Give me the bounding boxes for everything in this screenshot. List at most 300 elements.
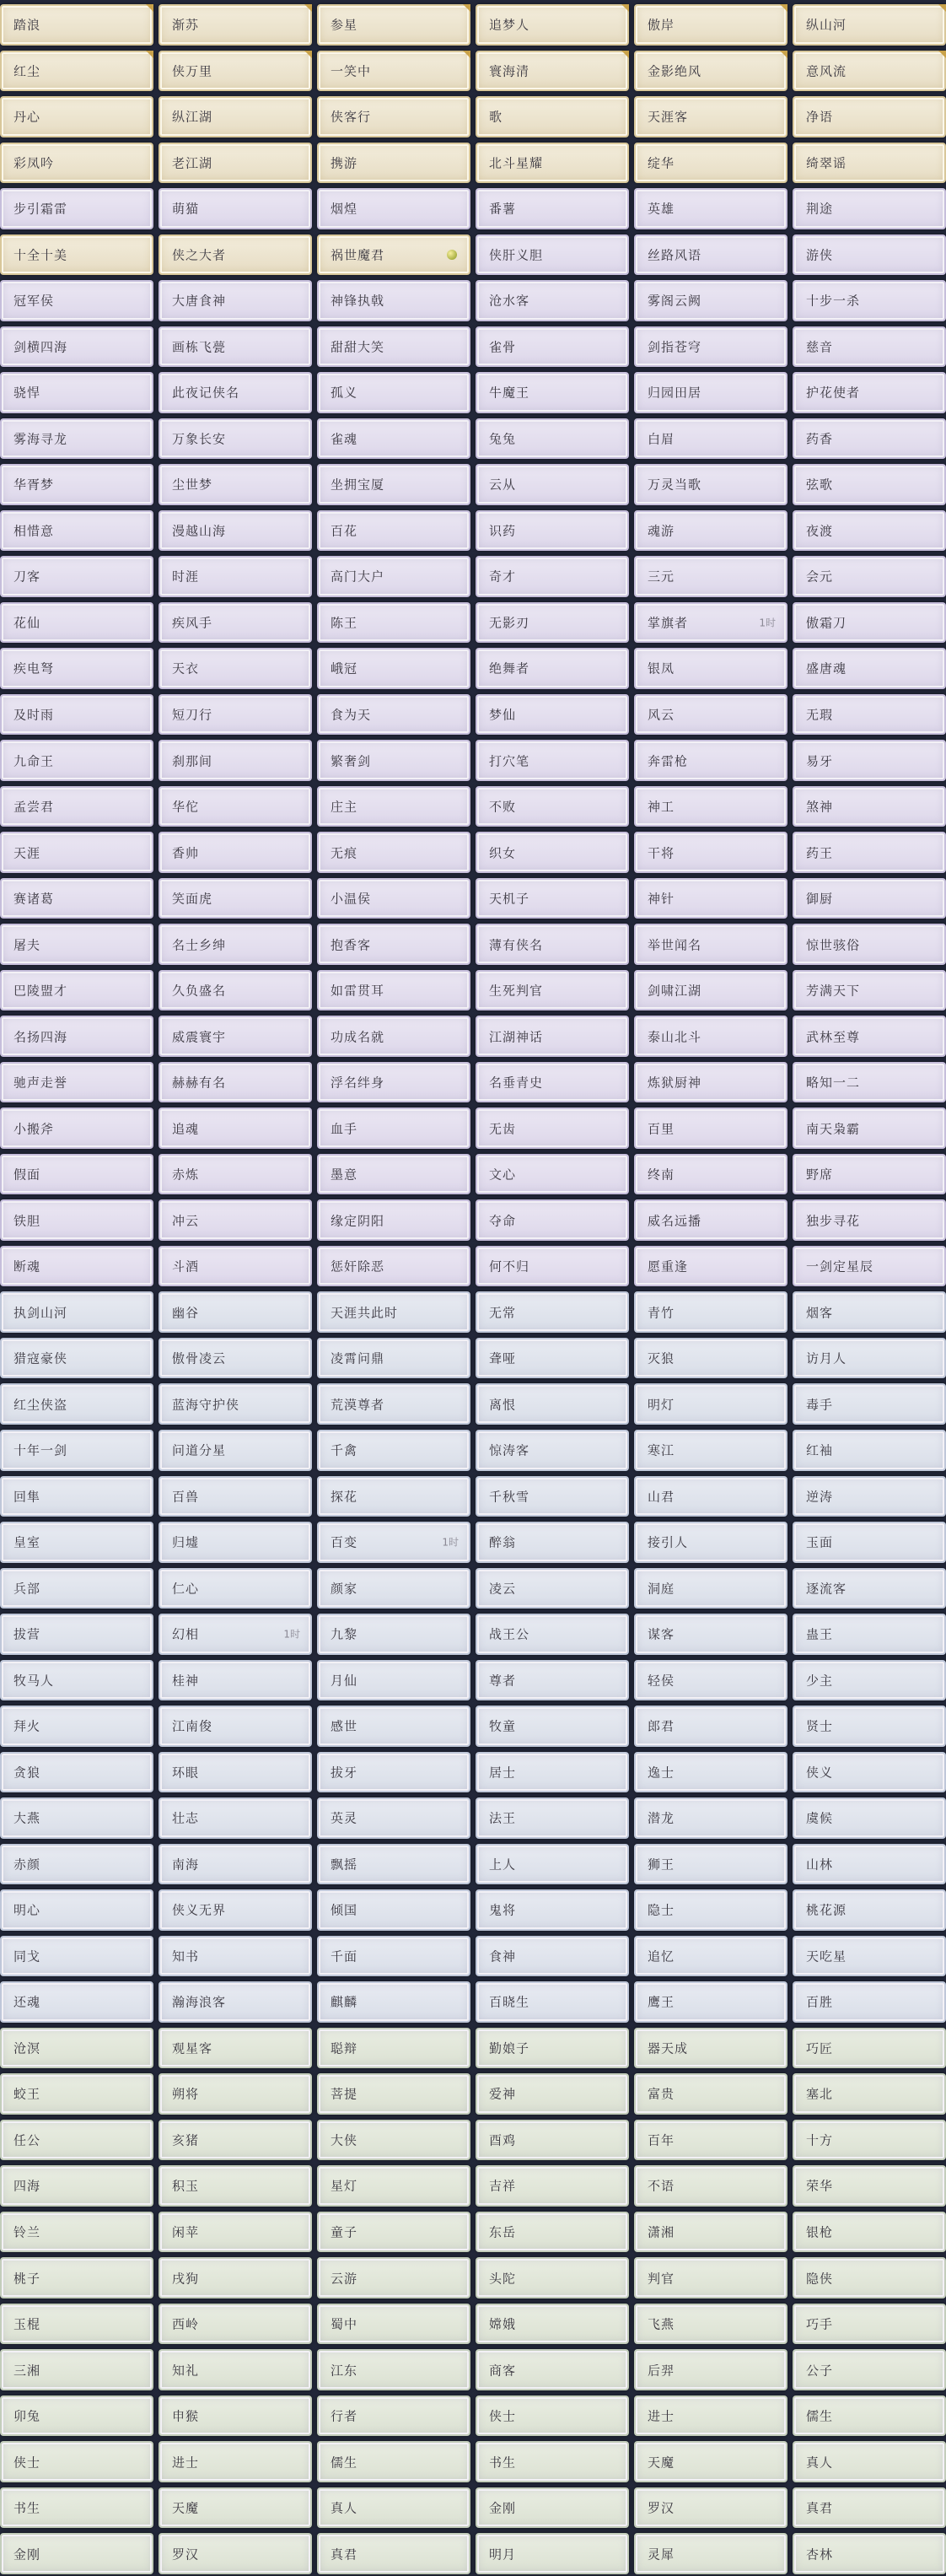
- title-card[interactable]: [317, 1246, 470, 1287]
- title-card[interactable]: [317, 2028, 470, 2069]
- title-card[interactable]: [317, 2304, 470, 2345]
- title-card[interactable]: [793, 878, 946, 919]
- title-card[interactable]: [793, 2120, 946, 2161]
- title-card[interactable]: [476, 970, 629, 1011]
- title-card[interactable]: [634, 832, 787, 873]
- title-card[interactable]: [0, 1476, 153, 1517]
- title-card[interactable]: [0, 1844, 153, 1885]
- title-card[interactable]: [317, 188, 470, 229]
- title-card[interactable]: [476, 464, 629, 505]
- title-card[interactable]: [317, 1844, 470, 1885]
- title-card[interactable]: [159, 1338, 312, 1379]
- title-card[interactable]: [317, 1383, 470, 1425]
- title-card[interactable]: [634, 2120, 787, 2161]
- title-card[interactable]: [317, 510, 470, 552]
- title-card[interactable]: [317, 1752, 470, 1793]
- title-card[interactable]: [634, 1936, 787, 1977]
- title-card[interactable]: [317, 1981, 470, 2023]
- title-card[interactable]: [793, 1614, 946, 1655]
- title-card[interactable]: [0, 1889, 153, 1931]
- title-card[interactable]: [476, 1246, 629, 1287]
- title-card[interactable]: [0, 1154, 153, 1195]
- title-card[interactable]: [0, 970, 153, 1011]
- title-card[interactable]: [793, 1430, 946, 1471]
- title-card[interactable]: [793, 1154, 946, 1195]
- title-card[interactable]: [634, 2533, 787, 2574]
- title-card[interactable]: [634, 418, 787, 460]
- title-card[interactable]: [476, 2441, 629, 2482]
- title-card[interactable]: [476, 2487, 629, 2529]
- title-card[interactable]: [634, 2349, 787, 2390]
- title-card[interactable]: [634, 970, 787, 1011]
- title-card[interactable]: [634, 326, 787, 368]
- title-card[interactable]: [0, 2533, 153, 2574]
- title-card[interactable]: [793, 143, 946, 184]
- title-card[interactable]: [0, 878, 153, 919]
- title-card[interactable]: [0, 648, 153, 689]
- title-card[interactable]: [793, 1752, 946, 1793]
- title-card[interactable]: [634, 694, 787, 736]
- title-card[interactable]: [793, 1291, 946, 1333]
- title-card[interactable]: [634, 372, 787, 413]
- title-card[interactable]: [317, 556, 470, 597]
- title-card[interactable]: [634, 96, 787, 137]
- title-card[interactable]: [793, 1016, 946, 1057]
- title-card[interactable]: [793, 970, 946, 1011]
- title-card[interactable]: [317, 1016, 470, 1057]
- title-card[interactable]: [634, 878, 787, 919]
- title-card[interactable]: [634, 2441, 787, 2482]
- title-card[interactable]: [317, 96, 470, 137]
- title-card[interactable]: [634, 4, 787, 46]
- title-card[interactable]: [476, 1154, 629, 1195]
- title-card[interactable]: [793, 2304, 946, 2345]
- title-card[interactable]: [793, 280, 946, 321]
- title-card[interactable]: [793, 1936, 946, 1977]
- title-card[interactable]: [793, 2441, 946, 2482]
- title-card[interactable]: [159, 1476, 312, 1517]
- title-card[interactable]: [793, 1383, 946, 1425]
- title-card[interactable]: [159, 1660, 312, 1701]
- title-card[interactable]: [793, 1062, 946, 1103]
- title-card[interactable]: [634, 234, 787, 276]
- title-card[interactable]: [0, 1246, 153, 1287]
- title-card[interactable]: [476, 1752, 629, 1793]
- title-card[interactable]: [476, 96, 629, 137]
- title-card[interactable]: [0, 326, 153, 368]
- title-card[interactable]: [634, 1476, 787, 1517]
- title-card[interactable]: [317, 602, 470, 644]
- title-card[interactable]: [793, 418, 946, 460]
- title-card[interactable]: [317, 1199, 470, 1241]
- title-card[interactable]: [476, 1706, 629, 1747]
- title-card[interactable]: [0, 96, 153, 137]
- title-card[interactable]: [317, 2257, 470, 2298]
- title-card[interactable]: [476, 510, 629, 552]
- title-card[interactable]: [634, 280, 787, 321]
- title-card[interactable]: [476, 878, 629, 919]
- title-card[interactable]: [634, 2487, 787, 2529]
- title-card[interactable]: [0, 1936, 153, 1977]
- title-card[interactable]: [793, 1246, 946, 1287]
- title-card[interactable]: [634, 1154, 787, 1195]
- title-card[interactable]: [476, 372, 629, 413]
- title-card[interactable]: [0, 1338, 153, 1379]
- title-card[interactable]: [476, 1568, 629, 1609]
- title-card[interactable]: [793, 234, 946, 276]
- title-card[interactable]: [159, 970, 312, 1011]
- title-card[interactable]: [159, 924, 312, 965]
- title-card[interactable]: [0, 1706, 153, 1747]
- title-card[interactable]: [159, 556, 312, 597]
- title-card[interactable]: [317, 2212, 470, 2253]
- title-card[interactable]: [317, 418, 470, 460]
- title-card[interactable]: [159, 188, 312, 229]
- title-card[interactable]: [159, 2441, 312, 2482]
- title-card[interactable]: [634, 1981, 787, 2023]
- title-card[interactable]: [476, 1981, 629, 2023]
- title-card[interactable]: [793, 1797, 946, 1839]
- title-card[interactable]: [0, 372, 153, 413]
- title-card[interactable]: [317, 970, 470, 1011]
- title-card[interactable]: [793, 372, 946, 413]
- title-card[interactable]: [159, 4, 312, 46]
- title-card[interactable]: [159, 2487, 312, 2529]
- title-card[interactable]: [317, 2120, 470, 2161]
- title-card[interactable]: [159, 786, 312, 827]
- title-card[interactable]: [634, 1016, 787, 1057]
- title-card[interactable]: [0, 1016, 153, 1057]
- title-card[interactable]: [476, 1889, 629, 1931]
- title-card[interactable]: [634, 143, 787, 184]
- title-card[interactable]: [159, 1291, 312, 1333]
- title-card[interactable]: [0, 1383, 153, 1425]
- title-card[interactable]: [159, 464, 312, 505]
- title-card[interactable]: [0, 1568, 153, 1609]
- title-card[interactable]: [634, 188, 787, 229]
- title-card[interactable]: [317, 1062, 470, 1103]
- title-card[interactable]: [476, 2304, 629, 2345]
- title-card[interactable]: [317, 740, 470, 781]
- title-card[interactable]: [159, 2304, 312, 2345]
- title-card[interactable]: [317, 2165, 470, 2207]
- title-card[interactable]: [634, 51, 787, 92]
- title-card[interactable]: [634, 2028, 787, 2069]
- title-card[interactable]: [793, 1199, 946, 1241]
- title-card[interactable]: [159, 740, 312, 781]
- title-card[interactable]: [476, 2165, 629, 2207]
- title-card[interactable]: [317, 1522, 470, 1563]
- title-card[interactable]: [793, 740, 946, 781]
- title-card[interactable]: [476, 924, 629, 965]
- title-card[interactable]: [793, 648, 946, 689]
- title-card[interactable]: [634, 1383, 787, 1425]
- title-card[interactable]: [476, 1936, 629, 1977]
- title-card[interactable]: [476, 1107, 629, 1149]
- title-card[interactable]: [0, 1614, 153, 1655]
- title-card[interactable]: [159, 326, 312, 368]
- title-card[interactable]: [634, 2212, 787, 2253]
- title-card[interactable]: [0, 4, 153, 46]
- title-card[interactable]: [0, 2441, 153, 2482]
- title-card[interactable]: [317, 2395, 470, 2437]
- title-card[interactable]: [317, 1291, 470, 1333]
- title-card[interactable]: [476, 2349, 629, 2390]
- title-card[interactable]: [476, 326, 629, 368]
- title-card[interactable]: [159, 602, 312, 644]
- title-card[interactable]: [159, 2533, 312, 2574]
- title-card[interactable]: [159, 878, 312, 919]
- title-card[interactable]: [159, 51, 312, 92]
- title-card[interactable]: [476, 51, 629, 92]
- title-card[interactable]: [793, 51, 946, 92]
- title-card[interactable]: [634, 556, 787, 597]
- title-card[interactable]: [317, 1476, 470, 1517]
- title-card[interactable]: [793, 786, 946, 827]
- title-card[interactable]: [793, 602, 946, 644]
- title-card[interactable]: [317, 832, 470, 873]
- title-card[interactable]: [317, 1568, 470, 1609]
- title-card[interactable]: [0, 188, 153, 229]
- title-card[interactable]: [159, 280, 312, 321]
- title-card[interactable]: [0, 2257, 153, 2298]
- title-card[interactable]: [793, 832, 946, 873]
- title-card[interactable]: [0, 2395, 153, 2437]
- title-card[interactable]: [159, 418, 312, 460]
- title-card[interactable]: [793, 1660, 946, 1701]
- title-card[interactable]: [793, 464, 946, 505]
- title-card[interactable]: [0, 280, 153, 321]
- title-card[interactable]: [317, 1338, 470, 1379]
- title-card[interactable]: [0, 2073, 153, 2115]
- title-card[interactable]: [634, 1889, 787, 1931]
- title-card[interactable]: [793, 326, 946, 368]
- title-card[interactable]: [159, 1430, 312, 1471]
- title-card[interactable]: [317, 1706, 470, 1747]
- title-card[interactable]: [317, 2441, 470, 2482]
- title-card[interactable]: [476, 418, 629, 460]
- title-card[interactable]: [476, 1797, 629, 1839]
- title-card[interactable]: [476, 1383, 629, 1425]
- title-card[interactable]: [634, 1291, 787, 1333]
- title-card[interactable]: [159, 2395, 312, 2437]
- title-card[interactable]: [0, 1752, 153, 1793]
- title-card[interactable]: [317, 878, 470, 919]
- title-card[interactable]: [476, 2395, 629, 2437]
- title-card[interactable]: [159, 2165, 312, 2207]
- title-card[interactable]: [0, 51, 153, 92]
- title-card[interactable]: [159, 510, 312, 552]
- title-card[interactable]: [0, 2304, 153, 2345]
- title-card[interactable]: [317, 1614, 470, 1655]
- title-card[interactable]: [0, 1797, 153, 1839]
- title-card[interactable]: [0, 2120, 153, 2161]
- title-card[interactable]: [159, 1936, 312, 1977]
- title-card[interactable]: [159, 143, 312, 184]
- title-card[interactable]: [634, 1844, 787, 1885]
- title-card[interactable]: [0, 2165, 153, 2207]
- title-card[interactable]: [476, 2073, 629, 2115]
- title-card[interactable]: [317, 648, 470, 689]
- title-card[interactable]: [159, 2073, 312, 2115]
- title-card[interactable]: [159, 1246, 312, 1287]
- title-card[interactable]: [317, 1797, 470, 1839]
- title-card[interactable]: [793, 1844, 946, 1885]
- title-card[interactable]: [159, 1154, 312, 1195]
- title-card[interactable]: [159, 1383, 312, 1425]
- title-card[interactable]: [793, 1568, 946, 1609]
- title-card[interactable]: [476, 556, 629, 597]
- title-card[interactable]: [317, 1154, 470, 1195]
- title-card[interactable]: [317, 280, 470, 321]
- title-card[interactable]: [159, 694, 312, 736]
- title-card[interactable]: [0, 2487, 153, 2529]
- title-card[interactable]: [317, 1660, 470, 1701]
- title-card[interactable]: [793, 2257, 946, 2298]
- title-card[interactable]: [634, 1614, 787, 1655]
- title-card[interactable]: [634, 1706, 787, 1747]
- title-card[interactable]: [793, 510, 946, 552]
- title-card[interactable]: [634, 2165, 787, 2207]
- title-card[interactable]: [476, 2533, 629, 2574]
- title-card[interactable]: [159, 1568, 312, 1609]
- title-card[interactable]: [0, 2212, 153, 2253]
- title-card[interactable]: [793, 924, 946, 965]
- title-card[interactable]: [793, 2073, 946, 2115]
- title-card[interactable]: [793, 1706, 946, 1747]
- title-card[interactable]: [793, 694, 946, 736]
- title-card[interactable]: [0, 1107, 153, 1149]
- title-card[interactable]: [793, 1522, 946, 1563]
- title-card[interactable]: [317, 2349, 470, 2390]
- title-card[interactable]: [476, 832, 629, 873]
- title-card[interactable]: [634, 740, 787, 781]
- title-card[interactable]: [634, 786, 787, 827]
- title-card[interactable]: [634, 510, 787, 552]
- title-card[interactable]: [476, 602, 629, 644]
- title-card[interactable]: [317, 694, 470, 736]
- title-card[interactable]: [159, 1107, 312, 1149]
- title-card[interactable]: [0, 1660, 153, 1701]
- title-card[interactable]: [476, 4, 629, 46]
- title-card[interactable]: [476, 2120, 629, 2161]
- title-card[interactable]: [0, 234, 153, 276]
- title-card[interactable]: [317, 51, 470, 92]
- title-card[interactable]: [0, 418, 153, 460]
- title-card[interactable]: [793, 4, 946, 46]
- title-card[interactable]: [634, 648, 787, 689]
- title-card[interactable]: [317, 143, 470, 184]
- title-card[interactable]: [317, 1107, 470, 1149]
- title-card[interactable]: [634, 1246, 787, 1287]
- title-card[interactable]: [793, 188, 946, 229]
- title-card[interactable]: [0, 1199, 153, 1241]
- title-card[interactable]: [0, 694, 153, 736]
- title-card[interactable]: [0, 1062, 153, 1103]
- title-card[interactable]: [476, 1614, 629, 1655]
- title-card[interactable]: [159, 2212, 312, 2253]
- title-card[interactable]: [634, 1797, 787, 1839]
- title-card[interactable]: [634, 2257, 787, 2298]
- title-card[interactable]: [317, 1430, 470, 1471]
- title-card[interactable]: [476, 740, 629, 781]
- title-card[interactable]: [159, 2028, 312, 2069]
- title-card[interactable]: [317, 4, 470, 46]
- title-card[interactable]: [159, 1706, 312, 1747]
- title-card[interactable]: [0, 786, 153, 827]
- title-card[interactable]: [159, 1797, 312, 1839]
- title-card[interactable]: [317, 924, 470, 965]
- title-card[interactable]: [634, 1568, 787, 1609]
- title-card[interactable]: [476, 1660, 629, 1701]
- title-card[interactable]: [159, 2349, 312, 2390]
- title-card[interactable]: [634, 1107, 787, 1149]
- title-card[interactable]: [159, 234, 312, 276]
- title-card[interactable]: [793, 2349, 946, 2390]
- title-card[interactable]: [0, 1522, 153, 1563]
- title-card[interactable]: [159, 648, 312, 689]
- title-card[interactable]: [317, 234, 470, 276]
- title-card[interactable]: [793, 1107, 946, 1149]
- title-card[interactable]: [317, 786, 470, 827]
- title-card[interactable]: [476, 2028, 629, 2069]
- title-card[interactable]: [159, 1752, 312, 1793]
- title-card[interactable]: [0, 1981, 153, 2023]
- title-card[interactable]: [159, 1522, 312, 1563]
- title-card[interactable]: [476, 1291, 629, 1333]
- title-card[interactable]: [317, 2073, 470, 2115]
- title-card[interactable]: [476, 786, 629, 827]
- title-card[interactable]: [0, 602, 153, 644]
- title-card[interactable]: [159, 2257, 312, 2298]
- title-card[interactable]: [0, 143, 153, 184]
- title-card[interactable]: [0, 832, 153, 873]
- title-card[interactable]: [159, 1981, 312, 2023]
- title-card[interactable]: [793, 96, 946, 137]
- title-card[interactable]: [634, 464, 787, 505]
- title-card[interactable]: [634, 2073, 787, 2115]
- title-card[interactable]: [159, 1016, 312, 1057]
- title-card[interactable]: [634, 1522, 787, 1563]
- title-card[interactable]: [476, 2257, 629, 2298]
- title-card[interactable]: [476, 1338, 629, 1379]
- title-card[interactable]: [793, 556, 946, 597]
- title-card[interactable]: [0, 2028, 153, 2069]
- title-card[interactable]: [317, 464, 470, 505]
- title-card[interactable]: [159, 372, 312, 413]
- title-card[interactable]: [793, 1981, 946, 2023]
- title-card[interactable]: [159, 1614, 312, 1655]
- title-card[interactable]: [317, 1936, 470, 1977]
- title-card[interactable]: [476, 2212, 629, 2253]
- title-card[interactable]: [0, 510, 153, 552]
- title-card[interactable]: [793, 2487, 946, 2529]
- title-card[interactable]: [793, 1338, 946, 1379]
- title-card[interactable]: [634, 1338, 787, 1379]
- title-card[interactable]: [0, 1430, 153, 1471]
- title-card[interactable]: [476, 1522, 629, 1563]
- title-card[interactable]: [476, 280, 629, 321]
- title-card[interactable]: [476, 1844, 629, 1885]
- title-card[interactable]: [159, 1844, 312, 1885]
- title-card[interactable]: [317, 326, 470, 368]
- title-card[interactable]: [634, 1430, 787, 1471]
- title-card[interactable]: [0, 740, 153, 781]
- title-card[interactable]: [159, 2120, 312, 2161]
- title-card[interactable]: [0, 2349, 153, 2390]
- title-card[interactable]: [0, 464, 153, 505]
- title-card[interactable]: [317, 2487, 470, 2529]
